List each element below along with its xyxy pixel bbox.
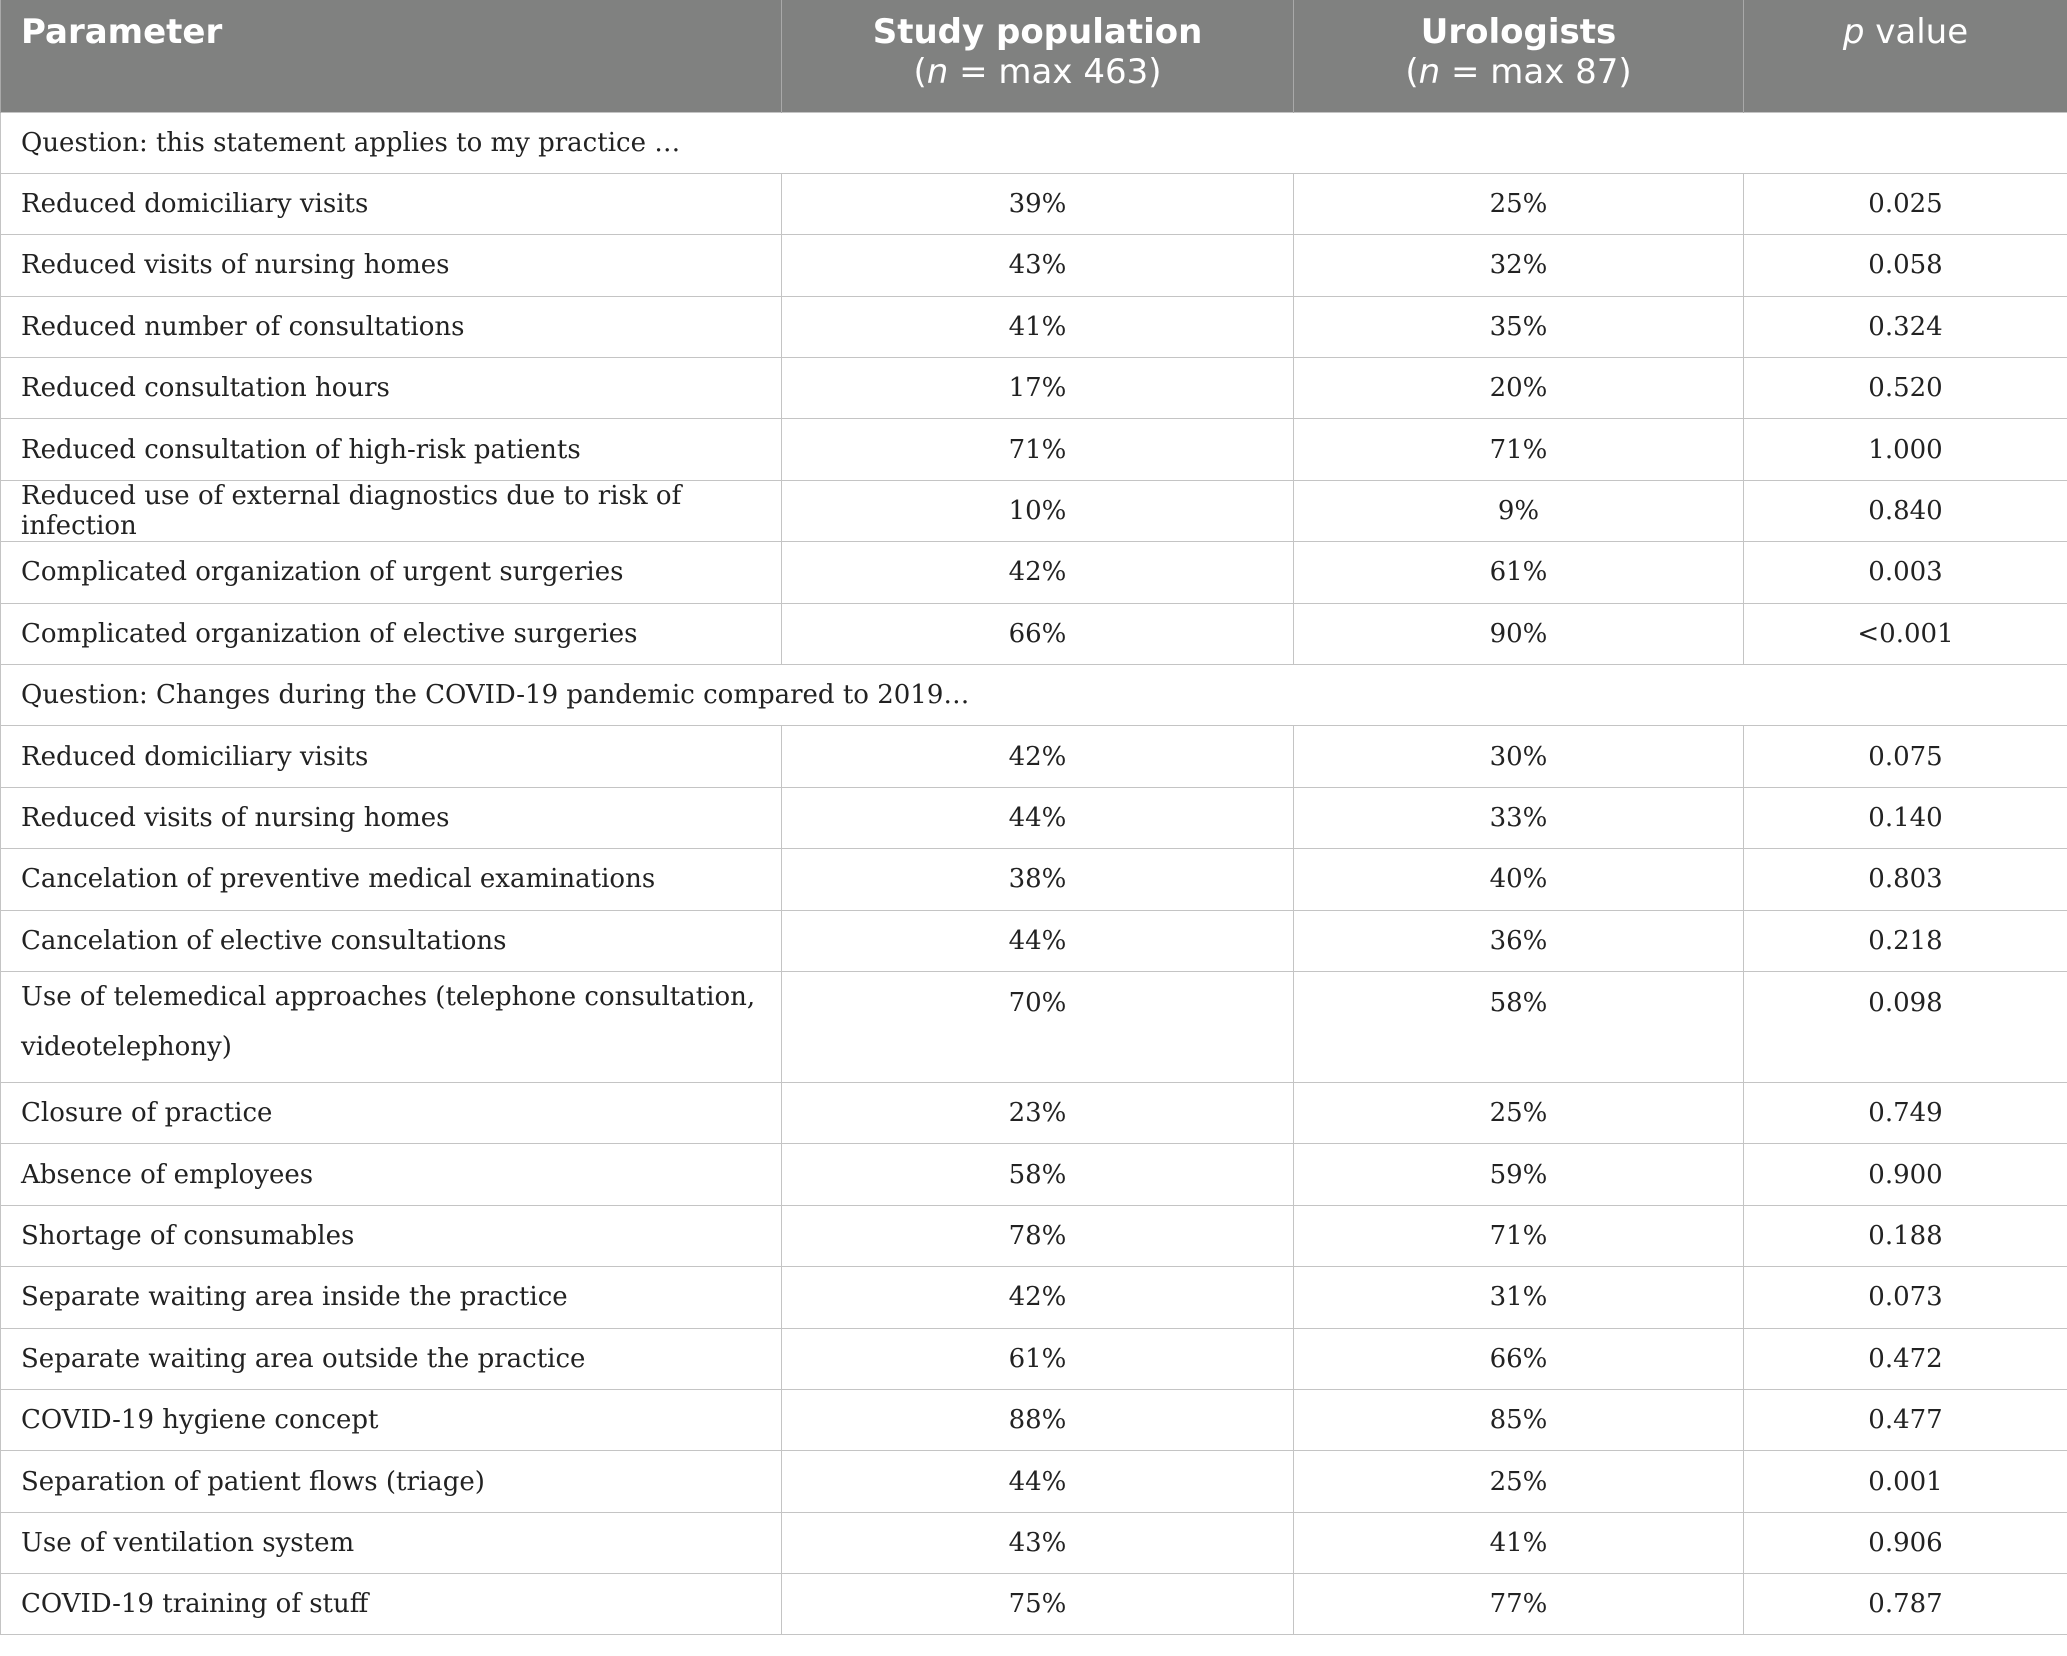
cell-urologists: 58%	[1294, 971, 1744, 1082]
cell-parameter: Separation of patient flows (triage)	[1, 1451, 782, 1512]
header-p-value	[1744, 0, 2067, 112]
cell-urologists: 40%	[1294, 849, 1744, 910]
cell-p-value: 0.025	[1744, 173, 2067, 234]
cell-p-value: 0.803	[1744, 849, 2067, 910]
table-row	[1, 849, 2067, 910]
header-urologists	[1294, 0, 1744, 112]
header-urologists-n-value: = max 87)	[1440, 52, 1632, 92]
cell-study-population: 17%	[782, 358, 1294, 419]
cell-p-value: 0.218	[1744, 910, 2067, 971]
table-row	[1, 910, 2067, 971]
cell-study-population: 70%	[782, 971, 1294, 1082]
cell-urologists: 59%	[1294, 1144, 1744, 1205]
cell-parameter: Reduced number of consultations	[1, 296, 782, 357]
header-study-n-symbol: n	[926, 52, 949, 92]
table-header	[1, 0, 2067, 112]
table-row	[1, 173, 2067, 234]
cell-p-value: 0.520	[1744, 358, 2067, 419]
cell-urologists: 35%	[1294, 296, 1744, 357]
section-question-row	[1, 112, 2067, 173]
cell-p-value: 0.140	[1744, 787, 2067, 848]
cell-study-population: 61%	[782, 1328, 1294, 1389]
table-row	[1, 1144, 2067, 1205]
cell-urologists: 32%	[1294, 235, 1744, 296]
cell-study-population: 42%	[782, 726, 1294, 787]
table-row	[1, 1389, 2067, 1450]
cell-study-population: 38%	[782, 849, 1294, 910]
header-study-population	[782, 0, 1294, 112]
header-study-n-value: = max 463)	[948, 52, 1162, 92]
cell-urologists: 25%	[1294, 1451, 1744, 1512]
cell-parameter: Separate waiting area outside the practice	[1, 1328, 782, 1389]
cell-parameter: Use of telemedical approaches (telephone consultation, videotelephony)	[1, 971, 782, 1082]
cell-urologists: 90%	[1294, 603, 1744, 664]
cell-parameter: Complicated organization of elective surgeries	[1, 603, 782, 664]
cell-p-value: 0.906	[1744, 1512, 2067, 1573]
cell-urologists: 61%	[1294, 542, 1744, 603]
table-row	[1, 1328, 2067, 1389]
cell-parameter: Complicated organization of urgent surgeries	[1, 542, 782, 603]
cell-urologists: 31%	[1294, 1267, 1744, 1328]
table-row	[1, 971, 2067, 1082]
header-urologists-n-symbol: n	[1418, 52, 1441, 92]
table-row	[1, 1205, 2067, 1266]
cell-urologists: 41%	[1294, 1512, 1744, 1573]
cell-p-value: 0.749	[1744, 1082, 2067, 1143]
cell-study-population: 39%	[782, 173, 1294, 234]
header-parameter	[1, 0, 782, 112]
table-row	[1, 1267, 2067, 1328]
cell-urologists: 30%	[1294, 726, 1744, 787]
cell-p-value: 0.073	[1744, 1267, 2067, 1328]
cell-study-population: 10%	[782, 480, 1294, 541]
cell-p-value: <0.001	[1744, 603, 2067, 664]
header-p-label: value	[1864, 12, 1969, 52]
cell-p-value: 0.001	[1744, 1451, 2067, 1512]
cell-urologists: 20%	[1294, 358, 1744, 419]
cell-urologists: 33%	[1294, 787, 1744, 848]
table-row	[1, 296, 2067, 357]
cell-p-value: 0.840	[1744, 480, 2067, 541]
table-row	[1, 419, 2067, 480]
cell-parameter: Reduced domiciliary visits	[1, 726, 782, 787]
cell-parameter: Reduced consultation hours	[1, 358, 782, 419]
cell-parameter: Cancelation of elective consultations	[1, 910, 782, 971]
table-row	[1, 235, 2067, 296]
cell-urologists: 71%	[1294, 419, 1744, 480]
cell-study-population: 66%	[782, 603, 1294, 664]
cell-p-value: 0.003	[1744, 542, 2067, 603]
cell-urologists: 77%	[1294, 1574, 1744, 1635]
header-study-label: Study population	[872, 12, 1203, 52]
cell-p-value: 0.900	[1744, 1144, 2067, 1205]
cell-parameter: COVID-19 training of stuff	[1, 1574, 782, 1635]
section-question-row	[1, 665, 2067, 726]
cell-urologists: 25%	[1294, 1082, 1744, 1143]
cell-p-value: 0.188	[1744, 1205, 2067, 1266]
cell-p-value: 1.000	[1744, 419, 2067, 480]
cell-parameter: Reduced use of external diagnostics due to risk of infection	[1, 480, 782, 541]
cell-p-value: 0.324	[1744, 296, 2067, 357]
cell-parameter: Use of ventilation system	[1, 1512, 782, 1573]
cell-study-population: 42%	[782, 1267, 1294, 1328]
cell-study-population: 58%	[782, 1144, 1294, 1205]
cell-p-value: 0.098	[1744, 971, 2067, 1082]
cell-p-value: 0.058	[1744, 235, 2067, 296]
cell-p-value: 0.477	[1744, 1389, 2067, 1450]
table-row	[1, 1082, 2067, 1143]
header-urologists-n: (n = max 87)	[1405, 52, 1632, 92]
table-body	[1, 112, 2067, 1635]
cell-urologists: 9%	[1294, 480, 1744, 541]
cell-parameter: Absence of employees	[1, 1144, 782, 1205]
cell-study-population: 78%	[782, 1205, 1294, 1266]
cell-urologists: 85%	[1294, 1389, 1744, 1450]
cell-study-population: 44%	[782, 910, 1294, 971]
table-row	[1, 1512, 2067, 1573]
table-row	[1, 726, 2067, 787]
cell-parameter: Reduced domiciliary visits	[1, 173, 782, 234]
cell-parameter: Reduced visits of nursing homes	[1, 787, 782, 848]
cell-study-population: 44%	[782, 787, 1294, 848]
section-question: Question: Changes during the COVID-19 pandemic compared to 2019…	[1, 665, 2067, 726]
table-row	[1, 358, 2067, 419]
cell-study-population: 23%	[782, 1082, 1294, 1143]
cell-urologists: 66%	[1294, 1328, 1744, 1389]
table-row	[1, 1451, 2067, 1512]
cell-urologists: 71%	[1294, 1205, 1744, 1266]
table-row	[1, 603, 2067, 664]
cell-study-population: 42%	[782, 542, 1294, 603]
cell-urologists: 25%	[1294, 173, 1744, 234]
header-parameter-label: Parameter	[21, 12, 223, 52]
cell-study-population: 88%	[782, 1389, 1294, 1450]
cell-p-value: 0.075	[1744, 726, 2067, 787]
cell-parameter: Shortage of consumables	[1, 1205, 782, 1266]
cell-parameter: Reduced consultation of high-risk patients	[1, 419, 782, 480]
cell-study-population: 75%	[782, 1574, 1294, 1635]
cell-study-population: 71%	[782, 419, 1294, 480]
cell-study-population: 41%	[782, 296, 1294, 357]
table-row	[1, 1574, 2067, 1635]
header-study-n: (n = max 463)	[913, 52, 1162, 92]
header-p-symbol: p	[1842, 12, 1865, 52]
header-urologists-label: Urologists	[1420, 12, 1617, 52]
cell-parameter: Closure of practice	[1, 1082, 782, 1143]
cell-study-population: 44%	[782, 1451, 1294, 1512]
cell-p-value: 0.472	[1744, 1328, 2067, 1389]
cell-parameter: Reduced visits of nursing homes	[1, 235, 782, 296]
table-row	[1, 787, 2067, 848]
table-row	[1, 480, 2067, 541]
cell-study-population: 43%	[782, 1512, 1294, 1573]
table-row	[1, 542, 2067, 603]
cell-parameter: COVID-19 hygiene concept	[1, 1389, 782, 1450]
cell-parameter: Cancelation of preventive medical examinations	[1, 849, 782, 910]
cell-study-population: 43%	[782, 235, 1294, 296]
cell-urologists: 36%	[1294, 910, 1744, 971]
cell-parameter: Separate waiting area inside the practice	[1, 1267, 782, 1328]
cell-p-value: 0.787	[1744, 1574, 2067, 1635]
header-row	[1, 0, 2067, 112]
section-question: Question: this statement applies to my practice …	[1, 112, 2067, 173]
